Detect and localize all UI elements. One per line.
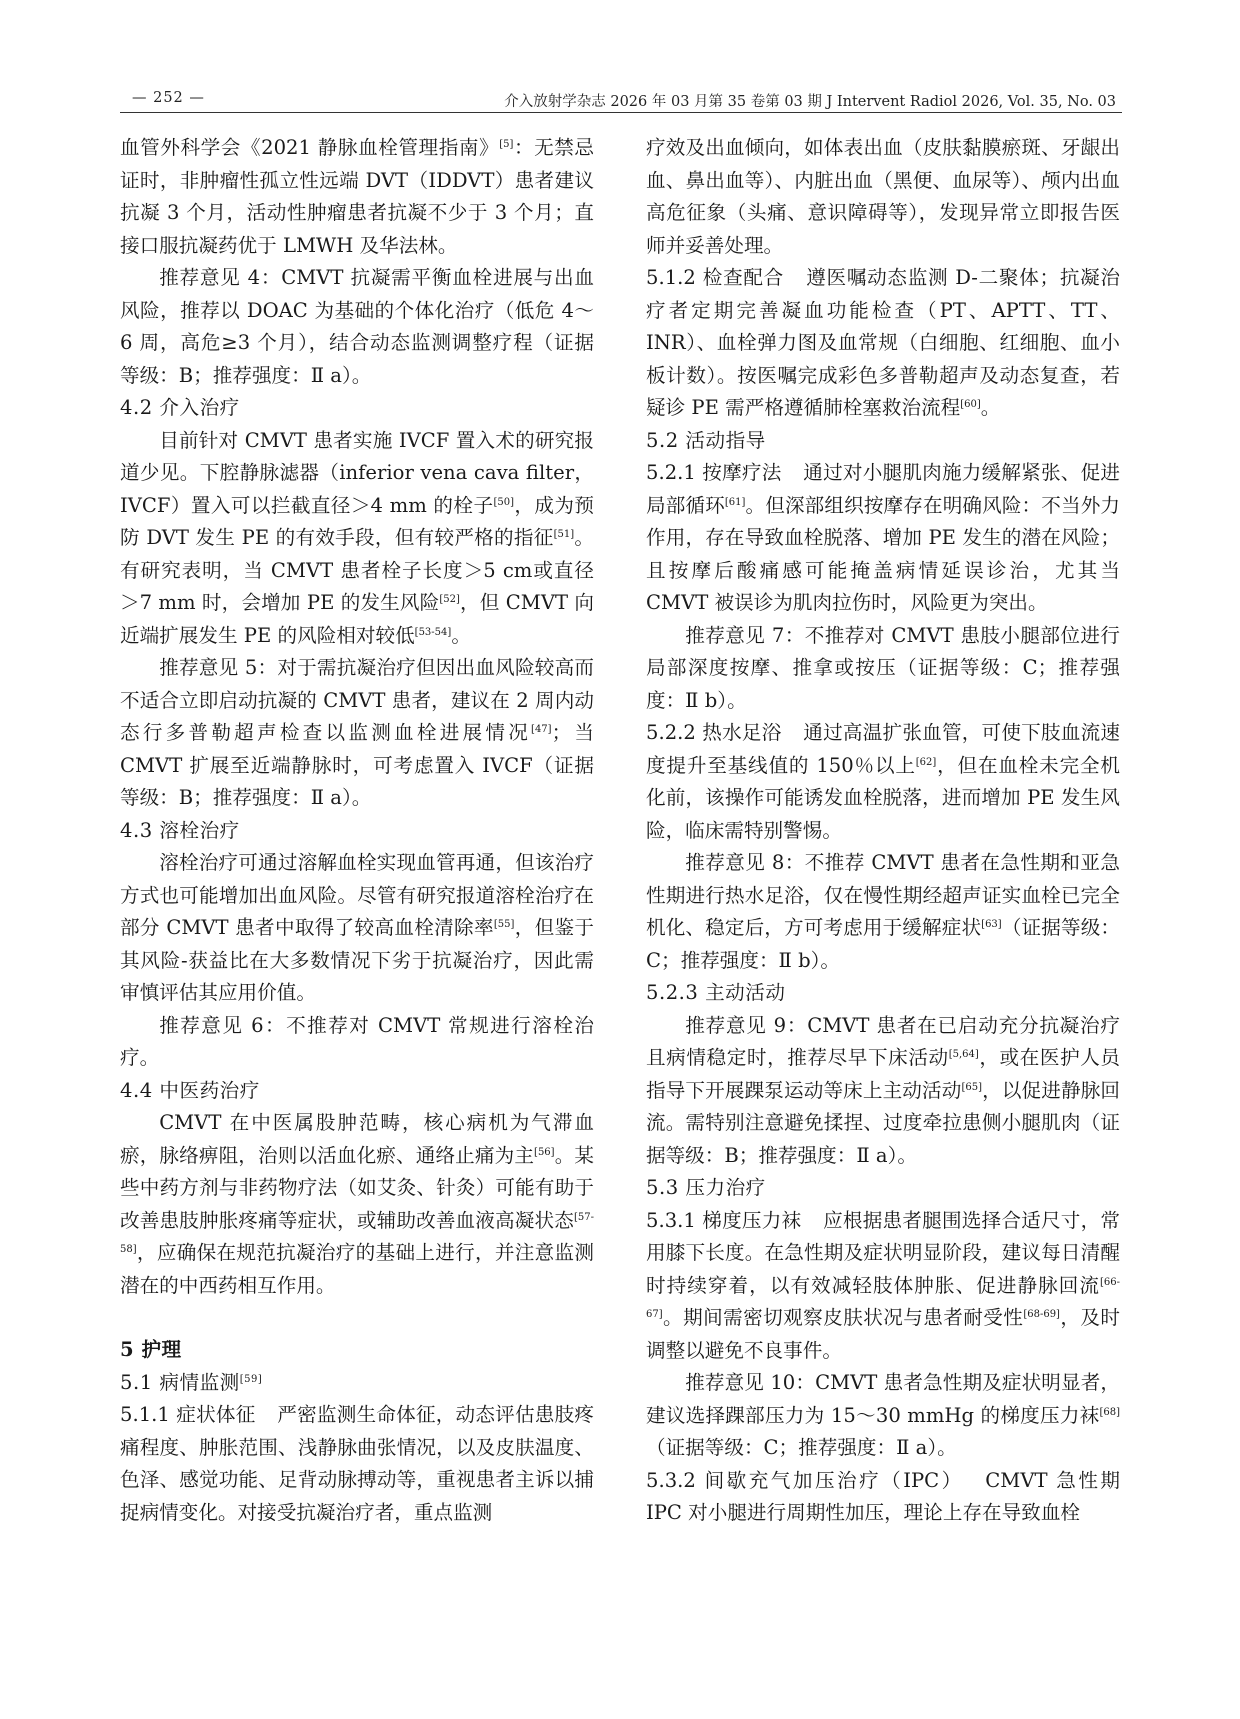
citation: [52] xyxy=(439,594,460,605)
citation: [65] xyxy=(961,1081,982,1093)
subsection-heading: 5.3.2 间歇充气加压治疗（IPC） xyxy=(646,1468,964,1492)
citation: [55] xyxy=(493,919,515,930)
recommendation-4: 推荐意见 4：CMVT 抗凝需平衡血栓进展与出血风险，推荐以 DOAC 为基础的个体化治疗（低危 4～6 周，高危≥3 个月），结合动态监测调整疗程（证据等级：B；推荐强度：Ⅱ a）。 xyxy=(120,266,594,387)
paragraph: 5.3.1 梯度压力袜 应根据患者腿围选择合适尺寸，常用膝下长度。在急性期及症状明显阶段，建议每日清醒时持续穿着，以有效减轻肢体肿胀、促进静脉回流[66-67]。期间需密切观察皮肤状况与患者耐受性[68-69]，及时调整以避免不良事件。 xyxy=(646,1208,1121,1362)
section-heading-5: 5 护理 xyxy=(120,1338,182,1361)
citation: [51] xyxy=(553,529,575,540)
citation: [62] xyxy=(915,756,937,768)
citation: [47] xyxy=(531,724,552,735)
citation: [53-54] xyxy=(414,626,452,638)
page-number: — 252 — xyxy=(132,90,205,106)
journal-citation: 介入放射学杂志 2026 年 03 月第 35 卷第 03 期 J Intervent Radiol 2026, Vol. 35, No. 03 xyxy=(504,94,1116,110)
citation: [68-69] xyxy=(1023,1309,1060,1320)
citation: [63] xyxy=(981,919,1002,930)
paragraph: 目前针对 CMVT 患者实施 IVCF 置入术的研究报道少见。下腔静脉滤器（inferior vena cava filter，IVCF）置入可以拦截直径＞4 mm 的栓子[50]，成为预防 DVT 发生 PE 的有效手段，但有较严格的指征[51]。有研究表明，当 CMVT 患者栓子长度＞5 cm或直径＞7 mm 时，会增加 PE 的发生风险[52]，但 CMVT 向近端扩展发生 PE 的风险相对较低[53-54]。 xyxy=(120,428,595,647)
header-rule xyxy=(120,112,1122,113)
paragraph: 5.2.1 按摩疗法 通过对小腿肌肉施力缓解紧张、促进局部循环[61]。但深部组织按摩存在明确风险：不当外力作用，存在导致血栓脱落、增加 PE 发生的潜在风险；且按摩后酸痛感可能掩盖病情延误诊治，尤其当 CMVT 被误诊为肌肉拉伤时，风险更为突出。 xyxy=(646,461,1121,614)
paragraph: 5.3.2 间歇充气加压治疗（IPC） CMVT 急性期 IPC 对小腿进行周期性加压，理论上存在导致血栓 xyxy=(646,1468,1120,1524)
citation: [68] xyxy=(1099,1406,1120,1418)
citation: [5] xyxy=(499,139,514,150)
subsection-heading: 5.1.2 检查配合 xyxy=(646,266,784,289)
subsection-heading: 5.3.1 梯度压力袜 xyxy=(646,1208,802,1232)
section-heading-5-2-3: 5.2.3 主动活动 xyxy=(646,981,786,1004)
citation: [66-67] xyxy=(646,1276,1120,1320)
section-heading-5-2: 5.2 活动指导 xyxy=(646,428,766,452)
paragraph: 血管外科学会《2021 静脉血栓管理指南》[5]：无禁忌证时，非肿瘤性孤立性远端 DVT（IDDVT）患者建议抗凝 3 个月，活动性肿瘤患者抗凝不少于 3 个月；直接口服抗凝药优于 LMWH 及华法林。 xyxy=(120,136,595,257)
subsection-heading: 5.2.1 按摩疗法 xyxy=(646,461,782,484)
recommendation-9: 推荐意见 9：CMVT 患者在已启动充分抗凝治疗且病情稳定时，推荐尽早下床活动[5,64]，或在医护人员指导下开展踝泵运动等床上主动活动[65]，以促进静脉回流。需特别注意避免揉捏、过度牵拉患侧小腿肌肉（证据等级：B；推荐强度：Ⅱ a）。 xyxy=(646,1013,1121,1167)
citation: [56] xyxy=(534,1146,555,1158)
subsection-heading: 5.2.2 热水足浴 xyxy=(646,721,782,744)
citation: [59] xyxy=(239,1373,263,1385)
running-header xyxy=(120,86,1120,114)
citation: [50] xyxy=(493,496,514,508)
section-heading-4-3: 4.3 溶栓治疗 xyxy=(120,818,240,842)
recommendation-8: 推荐意见 8：不推荐 CMVT 患者在急性期和亚急性期进行热水足浴，仅在慢性期经超声证实血栓已完全机化、稳定后，方可考虑用于缓解症状[63]（证据等级：C；推荐强度：Ⅱ b）。 xyxy=(646,851,1120,972)
right-column xyxy=(646,132,1120,1530)
citation: [61] xyxy=(724,496,746,508)
recommendation-7: 推荐意见 7：不推荐对 CMVT 患肢小腿部位进行局部深度按摩、推拿或按压（证据等级：C；推荐强度：Ⅱ b）。 xyxy=(646,623,1120,712)
recommendation-10: 推荐意见 10：CMVT 患者急性期及症状明显者，建议选择踝部压力为 15～30 mmHg 的梯度压力袜[68]（证据等级：C；推荐强度：Ⅱ a）。 xyxy=(646,1371,1120,1459)
section-heading-4-4: 4.4 中医药治疗 xyxy=(120,1078,260,1102)
recommendation-6: 推荐意见 6：不推荐对 CMVT 常规进行溶栓治疗。 xyxy=(120,1013,594,1069)
left-column xyxy=(120,132,594,1529)
citation: [5,64] xyxy=(948,1049,979,1060)
paragraph: 5.1.2 检查配合 遵医嘱动态监测 D-二聚体；抗凝治疗者定期完善凝血功能检查（PT、APTT、TT、INR）、血栓弹力图及血常规（白细胞、红细胞、血小板计数）。按医嘱完成彩色多普勒超声及动态复查，若疑诊 PE 需严格遵循肺栓塞救治流程[60]。 xyxy=(646,266,1121,419)
recommendation-5: 推荐意见 5：对于需抗凝治疗但因出血风险较高而不适合立即启动抗凝的 CMVT 患者，建议在 2 周内动态行多普勒超声检查以监测血栓进展情况[47]；当 CMVT 扩展至近端静脉时，可考虑置入 IVCF（证据等级：B；推荐强度：Ⅱ a）。 xyxy=(120,656,595,809)
citation: [60] xyxy=(960,399,981,410)
citation: [57-58] xyxy=(120,1211,594,1255)
paragraph: CMVT 在中医属股肿范畴，核心病机为气滞血瘀，脉络痹阻，治则以活血化瘀、通络止痛为主[56]。某些中药方剂与非药物疗法（如艾灸、针灸）可能有助于改善患肢肿胀疼痛等症状，或辅助改善血液高凝状态[57-58]，应确保在规范抗凝治疗的基础上进行，并注意监测潜在的中西药相互作用。 xyxy=(120,1111,595,1297)
section-heading-5-1: 5.1 病情监测[59] xyxy=(120,1370,263,1394)
section-heading-4-2: 4.2 介入治疗 xyxy=(120,396,240,419)
section-heading-5-3: 5.3 压力治疗 xyxy=(646,1176,766,1199)
subsection-heading: 5.1.1 症状体征 xyxy=(120,1403,256,1426)
paragraph: 5.1.1 症状体征 严密监测生命体征，动态评估患肢疼痛程度、肿胀范围、浅静脉曲张情况，以及皮肤温度、色泽、感觉功能、足背动脉搏动等，重视患者主诉以捕捉病情变化。对接受抗凝治疗者，重点监测 xyxy=(120,1403,594,1524)
paragraph: 5.2.2 热水足浴 通过高温扩张血管，可使下肢血流速度提升至基线值的 150％以上[62]，但在血栓未完全机化前，该操作可能诱发血栓脱落，进而增加 PE 发生风险，临床需特别警惕。 xyxy=(646,721,1121,842)
paragraph: 溶栓治疗可通过溶解血栓实现血管再通，但该治疗方式也可能增加出血风险。尽管有研究报道溶栓治疗在部分 CMVT 患者中取得了较高血栓清除率[55]，但鉴于其风险-获益比在大多数情况下劣于抗凝治疗，因此需审慎评估其应用价值。 xyxy=(120,851,595,1004)
paragraph: 疗效及出血倾向，如体表出血（皮肤黏膜瘀斑、牙龈出血、鼻出血等）、内脏出血（黑便、血尿等）、颅内出血高危征象（头痛、意识障碍等），发现异常立即报告医师并妥善处理。 xyxy=(646,136,1120,257)
